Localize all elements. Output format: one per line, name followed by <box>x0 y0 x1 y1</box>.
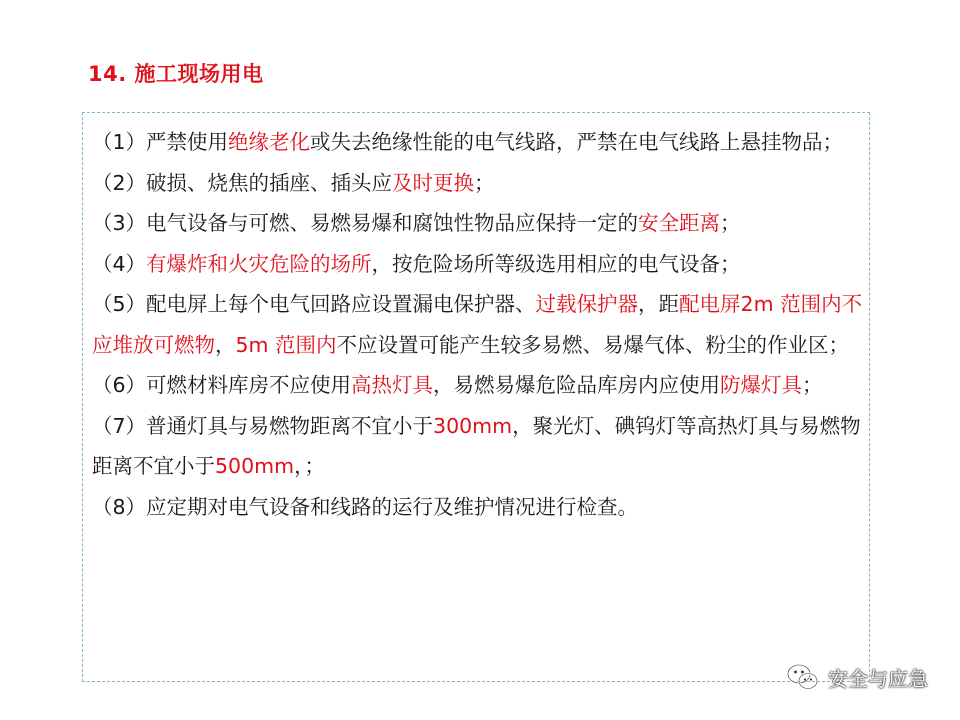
rule-text: ； <box>474 170 495 195</box>
rule-text: 或失去绝缘性能的电气线路，严禁在电气线路上悬挂物品； <box>310 130 844 154</box>
highlight-text: 500mm <box>215 454 295 478</box>
rule-text: ，距 <box>638 292 680 316</box>
rules-list <box>92 122 864 527</box>
rule-text: ， <box>215 332 236 357</box>
highlight-text: 过载保护器 <box>535 292 639 316</box>
watermark-text: 安全与应急 <box>828 666 928 691</box>
rule-text: ，按危险场所等级选用相应的电气设备； <box>371 251 741 276</box>
rule-item <box>92 122 864 163</box>
rule-text: ，聚光灯、碘钨灯等高热灯具与易燃物距离不宜小于 <box>92 413 861 478</box>
highlight-text: 300mm <box>433 413 513 438</box>
highlight-text: 安全距离 <box>638 211 721 235</box>
rule-text: ； <box>802 373 823 397</box>
rule-item <box>92 365 864 406</box>
rule-item <box>92 487 864 528</box>
rule-text: ，易燃易爆危险品库房内应使用 <box>433 373 721 397</box>
rule-text: （5）配电屏上每个电气回路应设置漏电保护器、 <box>92 292 536 316</box>
highlight-text: 高热灯具 <box>351 373 434 397</box>
rule-item <box>92 406 864 487</box>
highlight-text: 配电屏2m 范围内不应堆放可燃物 <box>92 292 863 357</box>
highlight-text: 防爆灯具 <box>720 373 803 397</box>
wechat-icon <box>786 663 820 691</box>
highlight-text: 绝缘老化 <box>228 130 311 154</box>
rule-text: （4） <box>92 251 147 276</box>
rule-item <box>92 284 864 365</box>
rule-text: （2）破损、烧焦的插座、插头应 <box>92 170 393 195</box>
rule-text: （7）普通灯具与易燃物距离不宜小于 <box>92 413 434 438</box>
highlight-text: 5m 范围内 <box>235 332 337 357</box>
highlight-text: 及时更换 <box>392 170 475 195</box>
watermark <box>786 662 928 692</box>
rule-text: 不应设置可能产生较多易燃、易爆气体、粉尘的作业区； <box>336 332 850 357</box>
highlight-text: 有爆炸和火灾危险的场所 <box>146 251 372 276</box>
rule-text: （8）应定期对电气设备和线路的运行及维护情况进行检查。 <box>92 494 639 519</box>
rule-text: ； <box>720 211 741 235</box>
rule-text: （3）电气设备与可燃、易燃易爆和腐蚀性物品应保持一定的 <box>92 211 639 235</box>
page-title: 14. 施工现场用电 <box>88 62 264 86</box>
rule-item <box>92 163 864 204</box>
rule-item <box>92 244 864 285</box>
rule-item <box>92 203 864 244</box>
rule-text: （1）严禁使用 <box>92 130 229 154</box>
rule-text: （6）可燃材料库房不应使用 <box>92 373 352 397</box>
rule-text: ，； <box>294 454 325 478</box>
